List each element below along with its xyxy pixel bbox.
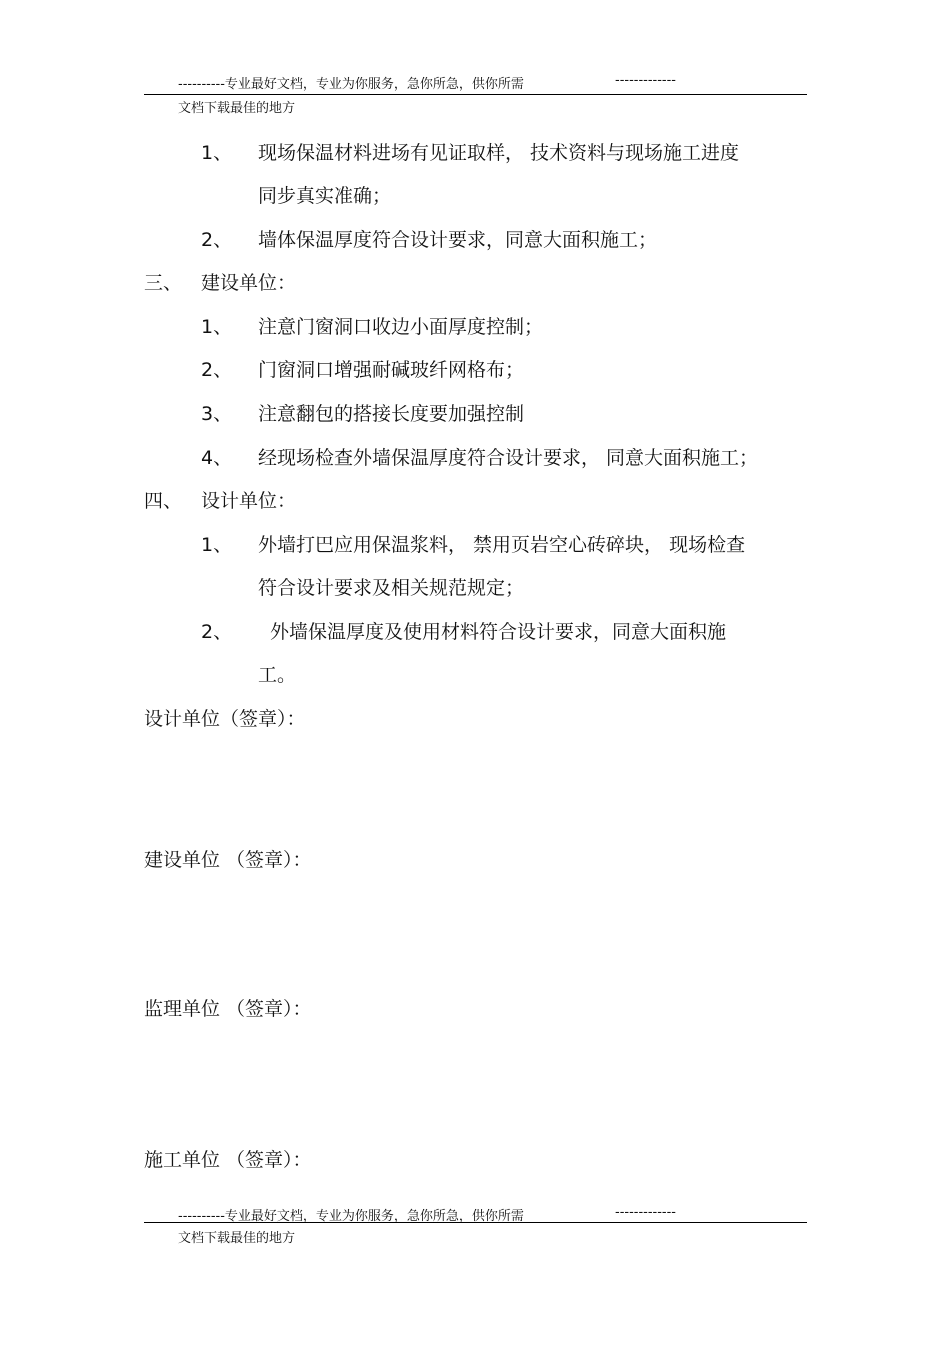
section-number: 三、 — [144, 272, 183, 294]
signature-design-unit: 设计单位（签章）： — [144, 708, 306, 730]
list-item: 外墙打巴应用保温浆料， 禁用页岩空心砖碎块， 现场检查 — [258, 534, 746, 556]
list-item-continuation: 工。 — [258, 664, 297, 686]
list-number: 1、 — [201, 142, 233, 164]
footer-rule — [144, 1222, 807, 1223]
signature-construction-owner: 建设单位 （签章）： — [144, 849, 312, 871]
header-left-text: ----------专业最好文档，专业为你服务，急你所急，供你所需 — [178, 77, 524, 92]
list-item: 注意翻包的搭接长度要加强控制 — [258, 403, 525, 425]
header-subtitle: 文档下载最佳的地方 — [178, 101, 296, 116]
footer-right-dashes: ------------- — [615, 1205, 676, 1220]
footer-subtitle: 文档下载最佳的地方 — [178, 1231, 296, 1246]
list-number: 1、 — [201, 534, 233, 556]
list-number: 3、 — [201, 403, 233, 425]
header-rule — [144, 94, 807, 95]
header-right-dashes: ------------- — [615, 73, 676, 88]
signature-supervision-unit: 监理单位 （签章）： — [144, 998, 312, 1020]
list-item-continuation: 符合设计要求及相关规范规定； — [258, 577, 525, 599]
section-heading: 设计单位： — [201, 490, 297, 512]
list-item: 现场保温材料进场有见证取样， 技术资料与现场施工进度 — [258, 142, 740, 164]
page-header — [178, 73, 676, 92]
list-item: 墙体保温厚度符合设计要求，同意大面积施工； — [258, 229, 658, 251]
list-number: 2、 — [201, 229, 233, 251]
section-number: 四、 — [144, 490, 183, 512]
section-heading: 建设单位： — [201, 272, 297, 294]
list-number: 2、 — [201, 359, 233, 381]
list-item: 注意门窗洞口收边小面厚度控制； — [258, 316, 544, 338]
list-item: 外墙保温厚度及使用材料符合设计要求，同意大面积施 — [270, 621, 727, 643]
list-number: 2、 — [201, 621, 233, 643]
list-item: 经现场检查外墙保温厚度符合设计要求， 同意大面积施工； — [258, 447, 759, 469]
footer-left-text: ----------专业最好文档，专业为你服务，急你所急，供你所需 — [178, 1209, 524, 1224]
signature-contractor: 施工单位 （签章）： — [144, 1149, 312, 1171]
list-item: 门窗洞口增强耐碱玻纤网格布； — [258, 359, 525, 381]
list-number: 4、 — [201, 447, 233, 469]
list-item-continuation: 同步真实准确； — [258, 185, 392, 207]
list-number: 1、 — [201, 316, 233, 338]
